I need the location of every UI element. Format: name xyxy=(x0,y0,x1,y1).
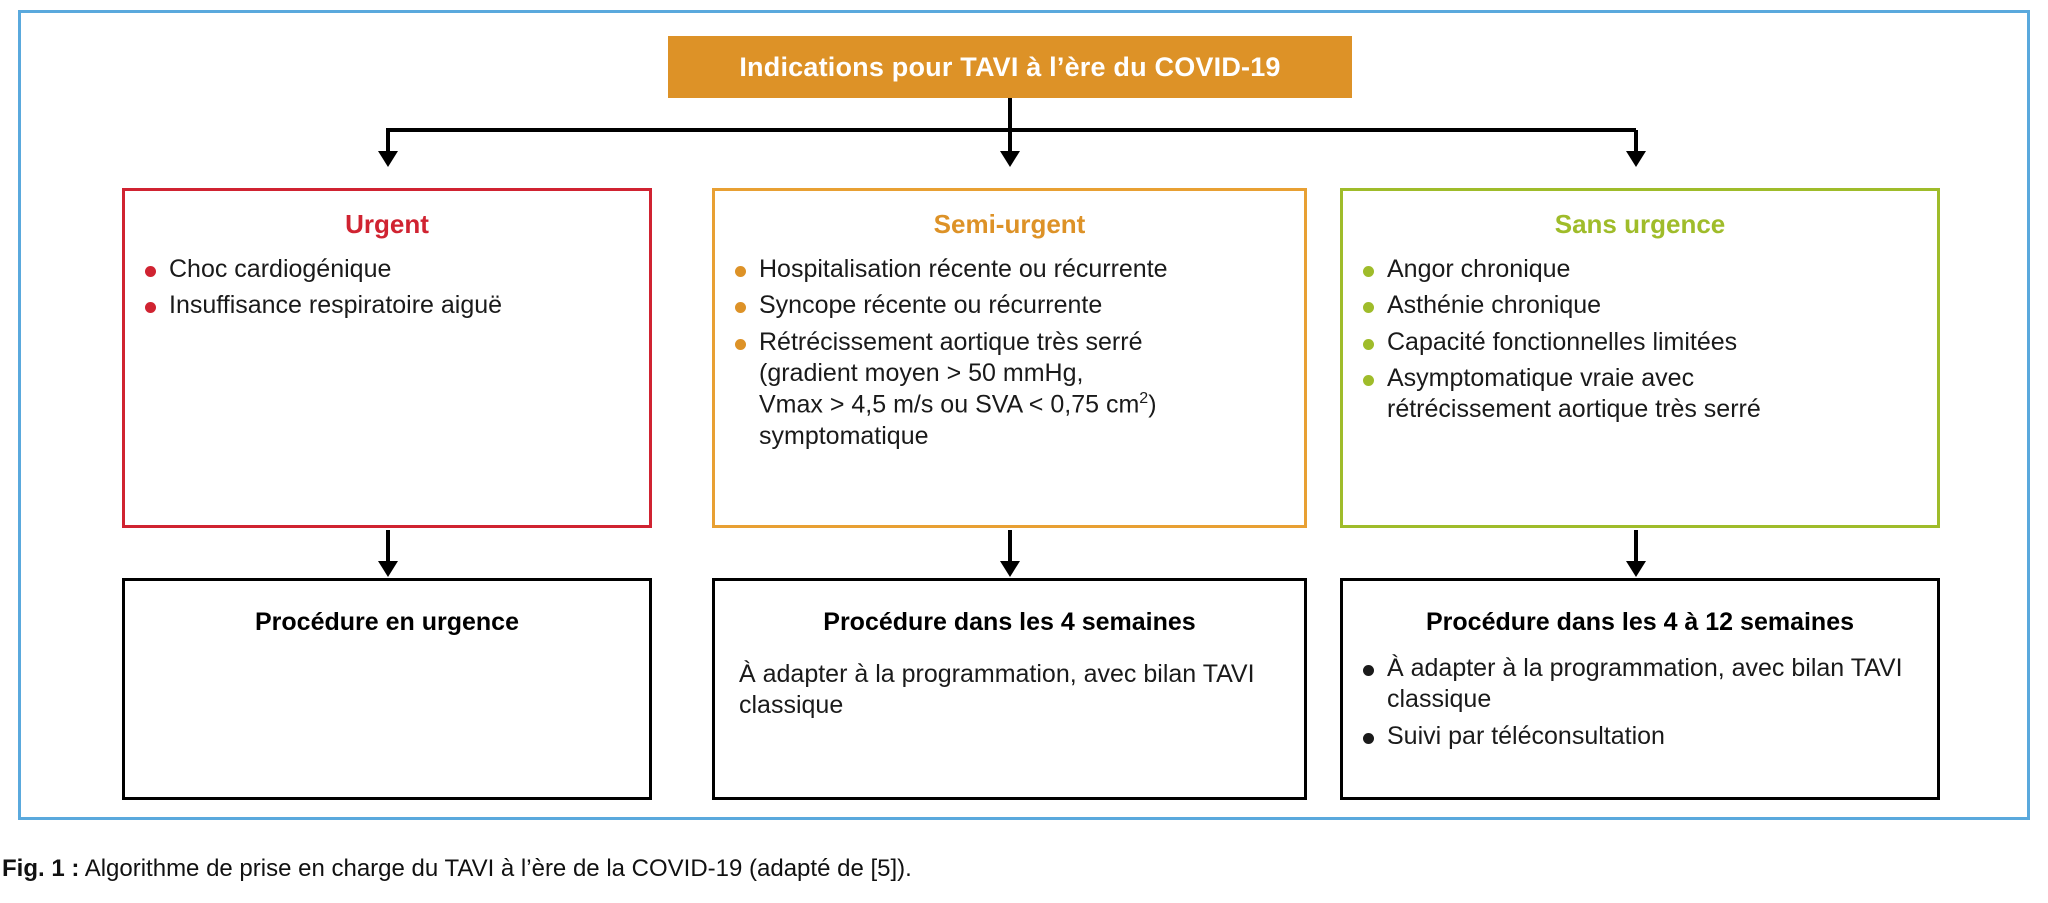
bullet-dot-icon xyxy=(145,266,156,277)
list-item xyxy=(1361,327,1923,358)
figure-caption-label: Fig. 1 : xyxy=(2,855,80,882)
list-item-label-line4: symptomatique xyxy=(759,421,929,450)
outcome-list-sans-urgence xyxy=(1343,653,1937,752)
list-item-label: Suivi par téléconsultation xyxy=(1387,721,1665,750)
outcome-title-sans-urgence: Procédure dans les 4 à 12 semaines xyxy=(1425,608,1854,636)
diagram-title-banner xyxy=(668,36,1352,98)
list-item-label-line3 xyxy=(759,389,1290,421)
bullet-dot-icon xyxy=(735,302,746,313)
list-item xyxy=(1361,254,1923,285)
connector-trunk-vertical xyxy=(1008,98,1012,129)
list-item xyxy=(143,290,635,321)
bullet-dot-icon xyxy=(1363,339,1374,350)
arrow-to-semi-urgent xyxy=(1008,130,1012,152)
list-item-label: Choc cardiogénique xyxy=(169,255,392,283)
outcome-box-urgent xyxy=(122,578,652,800)
arrow-urgent-to-outcome xyxy=(386,530,390,562)
outcome-title-semi-urgent: Procédure dans les 4 semaines xyxy=(823,608,1196,636)
bullet-dot-icon xyxy=(145,302,156,313)
list-item-label: Asthénie chronique xyxy=(1387,291,1602,320)
arrow-to-sans-urgence xyxy=(1634,130,1638,152)
outcome-box-semi-urgent xyxy=(712,578,1307,800)
list-item-label: Asymptomatique vraie avec xyxy=(1387,363,1695,392)
bullet-dot-icon xyxy=(1363,375,1374,386)
list-item xyxy=(1361,363,1923,426)
list-item-label: À adapter à la programmation, avec bilan TAVI classique xyxy=(1387,654,1903,714)
figure-caption xyxy=(2,855,2042,883)
arrow-sans-urgence-to-outcome xyxy=(1634,530,1638,562)
category-title-semi-urgent: Semi-urgent xyxy=(933,209,1086,239)
list-item-label: Capacité fonctionnelles limitées xyxy=(1387,327,1738,356)
category-list-semi-urgent xyxy=(715,254,1304,452)
list-item xyxy=(143,254,635,285)
list-item xyxy=(1361,653,1923,716)
bullet-dot-icon xyxy=(735,339,746,350)
category-title-sans-urgence: Sans urgence xyxy=(1554,209,1726,239)
list-item xyxy=(733,327,1290,452)
category-box-sans-urgence xyxy=(1340,188,1940,528)
list-item-label: Insuffisance respiratoire aiguë xyxy=(169,291,503,320)
superscript-two: 2 xyxy=(1139,390,1149,407)
bullet-dot-icon xyxy=(1363,733,1374,744)
category-box-urgent xyxy=(122,188,652,528)
outcome-paragraph-semi-urgent: À adapter à la programmation, avec bilan TAVI classique xyxy=(739,660,1255,720)
list-item-label-line3-text: Vmax > 4,5 m/s ou SVA < 0,75 cm xyxy=(759,390,1140,419)
bullet-dot-icon xyxy=(1363,302,1374,313)
list-item-label-line3-close: ) xyxy=(1148,390,1157,419)
list-item xyxy=(1361,721,1923,752)
outcome-title-urgent: Procédure en urgence xyxy=(255,608,519,636)
category-box-semi-urgent xyxy=(712,188,1307,528)
bullet-dot-icon xyxy=(1363,665,1374,676)
list-item xyxy=(733,290,1290,321)
arrow-semi-urgent-to-outcome xyxy=(1008,530,1012,562)
list-item-label-line2: (gradient moyen > 50 mmHg, xyxy=(759,358,1084,387)
list-item-label-line2: rétrécissement aortique très serré xyxy=(1387,395,1761,423)
list-item xyxy=(733,254,1290,285)
list-item-label: Rétrécissement aortique très serré xyxy=(759,327,1143,356)
list-item-label: Hospitalisation récente ou récurrente xyxy=(759,255,1168,283)
category-list-urgent xyxy=(125,254,649,322)
list-item-label: Angor chronique xyxy=(1387,255,1571,283)
arrow-to-urgent xyxy=(386,130,390,152)
diagram-title: Indications pour TAVI à l’ère du COVID-19 xyxy=(739,51,1281,82)
bullet-dot-icon xyxy=(735,266,746,277)
category-list-sans-urgence xyxy=(1343,254,1937,425)
bullet-dot-icon xyxy=(1363,266,1374,277)
list-item xyxy=(1361,290,1923,321)
outcome-box-sans-urgence xyxy=(1340,578,1940,800)
category-title-urgent: Urgent xyxy=(345,209,429,239)
figure-caption-text: Algorithme de prise en charge du TAVI à l’ère de la COVID-19 (adapté de [5]). xyxy=(79,855,912,882)
list-item-label: Syncope récente ou récurrente xyxy=(759,291,1103,320)
